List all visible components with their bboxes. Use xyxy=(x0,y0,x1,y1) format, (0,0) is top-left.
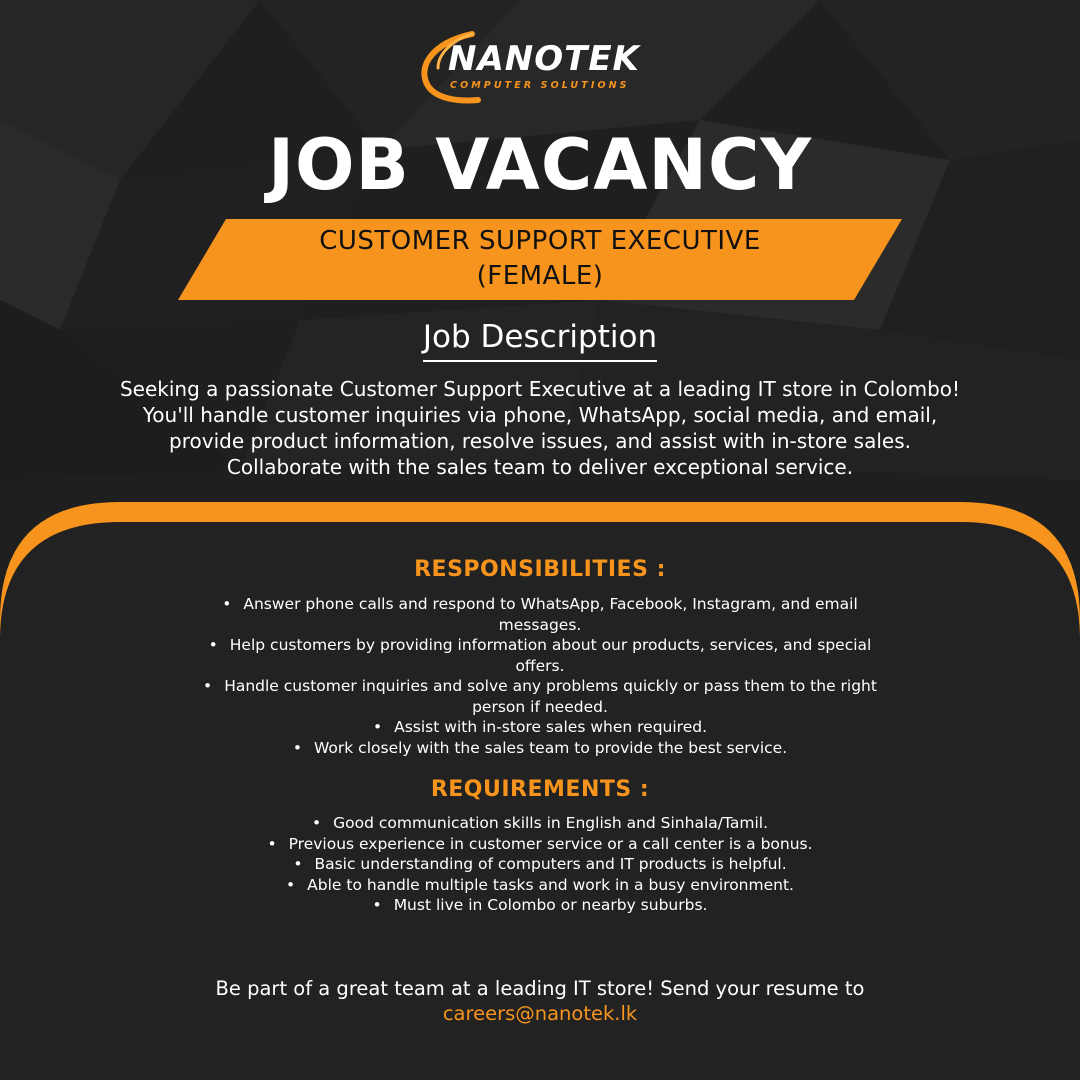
list-item: • Able to handle multiple tasks and work in a busy environment. xyxy=(190,875,890,896)
list-item: • Must live in Colombo or nearby suburbs. xyxy=(190,895,890,916)
logo-wordmark: NANOTEK xyxy=(448,39,640,79)
job-description-heading xyxy=(0,316,1080,362)
footer-call-to-action xyxy=(140,976,940,1026)
requirements-heading: REQUIREMENTS : xyxy=(430,777,650,802)
position-title-line2: (FEMALE) xyxy=(476,261,604,291)
nanotek-logo xyxy=(412,28,672,106)
list-item: • Previous experience in customer service or a call center is a bonus. xyxy=(190,834,890,855)
job-description-heading-text: Job Description xyxy=(423,316,657,362)
list-item: • Answer phone calls and respond to WhatsApp, Facebook, Instagram, and email messages. xyxy=(190,594,890,635)
careers-email-link[interactable]: careers@nanotek.lk xyxy=(442,1002,638,1025)
footer-text: Be part of a great team at a leading IT store! Send your resume to xyxy=(215,977,865,1000)
position-banner xyxy=(178,219,902,300)
list-item: • Handle customer inquiries and solve any problems quickly or pass them to the right person if needed. xyxy=(190,676,890,717)
logo-tagline: COMPUTER SOLUTIONS xyxy=(450,80,630,91)
responsibilities-list xyxy=(190,594,890,758)
responsibilities-heading: RESPONSIBILITIES : xyxy=(414,557,666,582)
list-item: • Help customers by providing information about our products, services, and special offers. xyxy=(190,635,890,676)
page-title: JOB VACANCY xyxy=(267,124,813,206)
position-title-line1: CUSTOMER SUPPORT EXECUTIVE xyxy=(319,226,761,256)
position-title xyxy=(178,224,902,294)
list-item: • Work closely with the sales team to provide the best service. xyxy=(190,738,890,759)
list-item: • Assist with in-store sales when required. xyxy=(190,717,890,738)
list-item: • Basic understanding of computers and IT products is helpful. xyxy=(190,854,890,875)
requirements-list xyxy=(190,813,890,916)
job-description-text: Seeking a passionate Customer Support Executive at a leading IT store in Colombo! You'll handle customer inquiries via phone, WhatsApp, social media, and email, provide product information, resolve issues, and assist with in-store sales. Collaborate with the sales team to deliver exceptional service. xyxy=(119,377,961,479)
list-item: • Good communication skills in English and Sinhala/Tamil. xyxy=(190,813,890,834)
